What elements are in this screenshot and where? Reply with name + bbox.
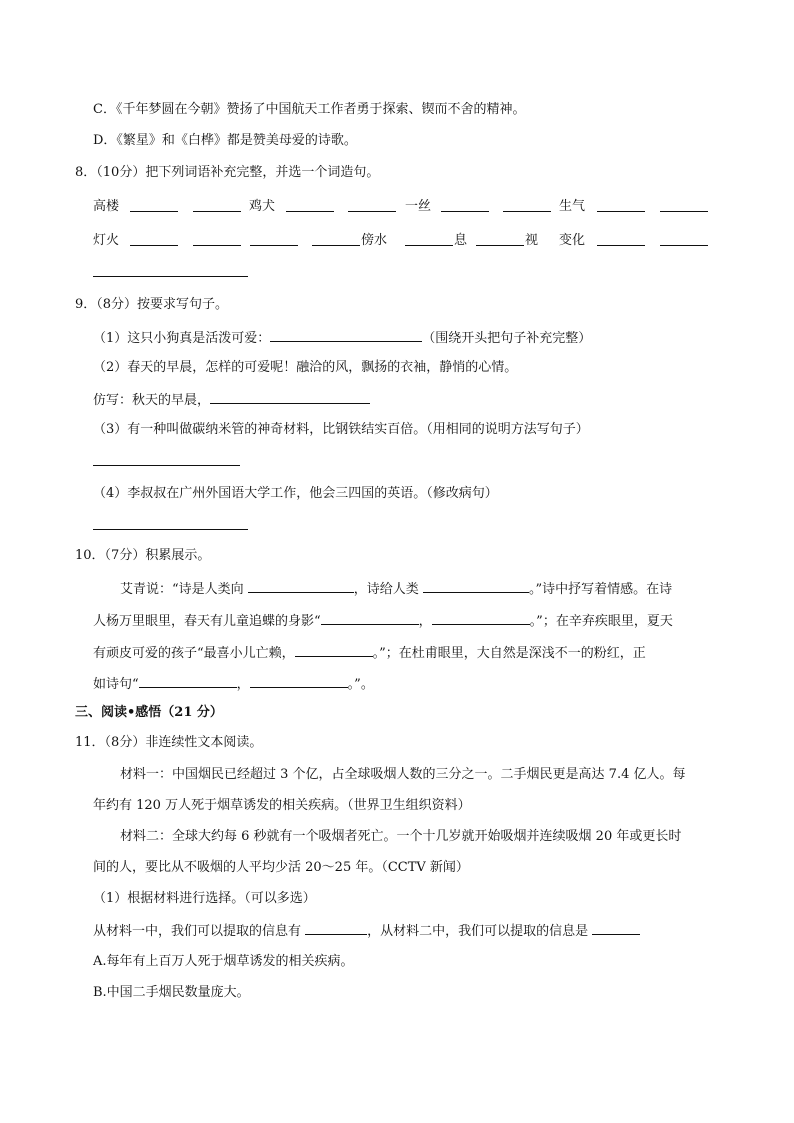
section-3-heading: 三、阅读•感悟（21 分）: [75, 705, 223, 720]
q8-word-shengqi: 生气: [559, 199, 586, 214]
q10-line-2: [93, 610, 673, 632]
q9-s4: （4）李叔叔在广州外国语大学工作，他会三四国的英语。（修改病句）: [93, 486, 498, 501]
q11-ask-text: ，从材料二中，我们可以提取的信息是: [367, 924, 589, 939]
q8-word-xi: 息: [454, 233, 468, 248]
q8-word-bianhua: 变化: [559, 233, 586, 248]
q9-s3-blank[interactable]: [93, 451, 240, 466]
q11-blank-2[interactable]: [592, 920, 640, 935]
q8-word-bangshui: 傍水: [361, 233, 388, 248]
q10-text: 。”。: [347, 677, 374, 692]
option-d: D．《繁星》和《白桦》都是赞美母爱的诗歌。: [93, 133, 357, 148]
q8-word-denghuo: 灯火: [93, 233, 120, 248]
q8-blank[interactable]: [597, 231, 645, 246]
q9-s2: （2）春天的早晨，怎样的可爱呢！融洽的风，飘扬的衣袖，静悄的心情。: [93, 360, 518, 375]
q9-s4-blank[interactable]: [93, 515, 248, 530]
q8-blank[interactable]: [286, 197, 334, 212]
q10-text: 。”诗中抒写着情感。在诗: [528, 582, 673, 597]
q11-material-2-line-2: 间的人，要比从不吸烟的人平均少活 20～25 年。（CCTV 新闻）: [93, 860, 469, 875]
q10-text: 。”；在辛弃疾眼里，夏天: [529, 614, 673, 629]
q8-blank[interactable]: [503, 197, 551, 212]
q8-word-shi: 视: [525, 233, 539, 248]
q8-blank[interactable]: [597, 197, 645, 212]
q8-blank[interactable]: [476, 231, 524, 246]
q8-row-1: [93, 197, 713, 217]
q10-text: ，: [418, 614, 432, 629]
q10-blank[interactable]: [423, 578, 529, 593]
q11-option-b: B.中国二手烟民数量庞大。: [93, 985, 250, 1000]
q8-stem: 8．（10分）把下列词语补充完整，并选一个词造句。: [75, 165, 380, 180]
q8-blank[interactable]: [193, 231, 241, 246]
q9-s1-suffix: （围绕开头把句子补充完整）: [422, 331, 592, 346]
q10-blank[interactable]: [295, 642, 373, 657]
q10-text: 如诗句“: [93, 677, 139, 692]
q8-blank[interactable]: [130, 197, 178, 212]
q11-sub-1: （1）根据材料进行选择。（可以多选）: [93, 891, 316, 906]
q8-blank[interactable]: [660, 231, 708, 246]
q10-text: 有顽皮可爱的孩子“最喜小儿亡赖，: [93, 646, 295, 661]
q11-ask-text: 从材料一中，我们可以提取的信息有: [93, 924, 302, 939]
q10-text: ，: [236, 677, 250, 692]
q10-blank[interactable]: [321, 610, 419, 625]
q9-s3: （3）有一种叫做碳纳米管的神奇材料，比钢铁结实百倍。（用相同的说明方法写句子）: [93, 422, 589, 437]
q10-text: ，诗给人类: [353, 582, 419, 597]
q9-imitate-blank[interactable]: [210, 389, 370, 404]
q8-word-jiquan: 鸡犬: [249, 199, 276, 214]
q8-blank[interactable]: [250, 231, 298, 246]
q10-blank[interactable]: [248, 578, 354, 593]
q10-blank[interactable]: [139, 673, 237, 688]
q10-stem: 10．（7分）积累展示。: [75, 548, 211, 563]
q10-line-1: [120, 578, 672, 600]
q11-material-2-line-1: 材料二：全球大约每 6 秒就有一个吸烟者死亡。一个十几岁就开始吸烟并连续吸烟 20 年或更长时: [120, 829, 682, 844]
q9-imitate-prefix: 仿写：秋天的早晨，: [93, 393, 211, 408]
q10-text: 艾青说：“诗是人类向: [120, 582, 244, 597]
q8-blank[interactable]: [441, 197, 489, 212]
q8-blank[interactable]: [312, 231, 360, 246]
q10-blank[interactable]: [250, 673, 348, 688]
q11-stem: 11．（8分）非连续性文本阅读。: [75, 735, 263, 750]
q9-stem: 9．（8分）按要求写句子。: [75, 297, 229, 312]
q8-blank[interactable]: [130, 231, 178, 246]
q10-text: 人杨万里眼里，春天有儿童追蝶的身影“: [93, 614, 321, 629]
q11-material-1-line-1: 材料一：中国烟民已经超过 3 个亿，占全球吸烟人数的三分之一。二手烟民更是高达 7.4 亿人。每: [120, 767, 686, 782]
q8-sentence-blank[interactable]: [93, 262, 248, 277]
option-c: C．《千年梦圆在今朝》赞扬了中国航天工作者勇于探索、锲而不舍的精神。: [93, 102, 526, 117]
q9-s1: [93, 327, 591, 349]
q10-line-4: [93, 673, 374, 695]
q9-s1-blank[interactable]: [270, 327, 422, 342]
q8-word-gaolou: 高楼: [93, 199, 120, 214]
q9-s1-prefix: （1）这只小狗真是活泼可爱：: [93, 331, 271, 346]
q8-row-2: [93, 231, 713, 251]
q8-blank[interactable]: [193, 197, 241, 212]
q8-blank[interactable]: [405, 231, 453, 246]
q8-blank[interactable]: [348, 197, 396, 212]
q8-blank[interactable]: [660, 197, 708, 212]
q11-material-1-line-2: 年约有 120 万人死于烟草诱发的相关疾病。（世界卫生组织资料）: [93, 798, 471, 813]
q11-option-a: A.每年有上百万人死于烟草诱发的相关疾病。: [93, 954, 354, 969]
q9-s2-imitate: [93, 389, 370, 411]
q10-line-3: [93, 642, 646, 664]
q10-text: 。”；在杜甫眼里，大自然是深浅不一的粉红，正: [372, 646, 646, 661]
q8-word-yisi: 一丝: [405, 199, 432, 214]
q10-blank[interactable]: [432, 610, 530, 625]
q11-ask: [93, 920, 640, 942]
q11-blank-1[interactable]: [305, 920, 367, 935]
